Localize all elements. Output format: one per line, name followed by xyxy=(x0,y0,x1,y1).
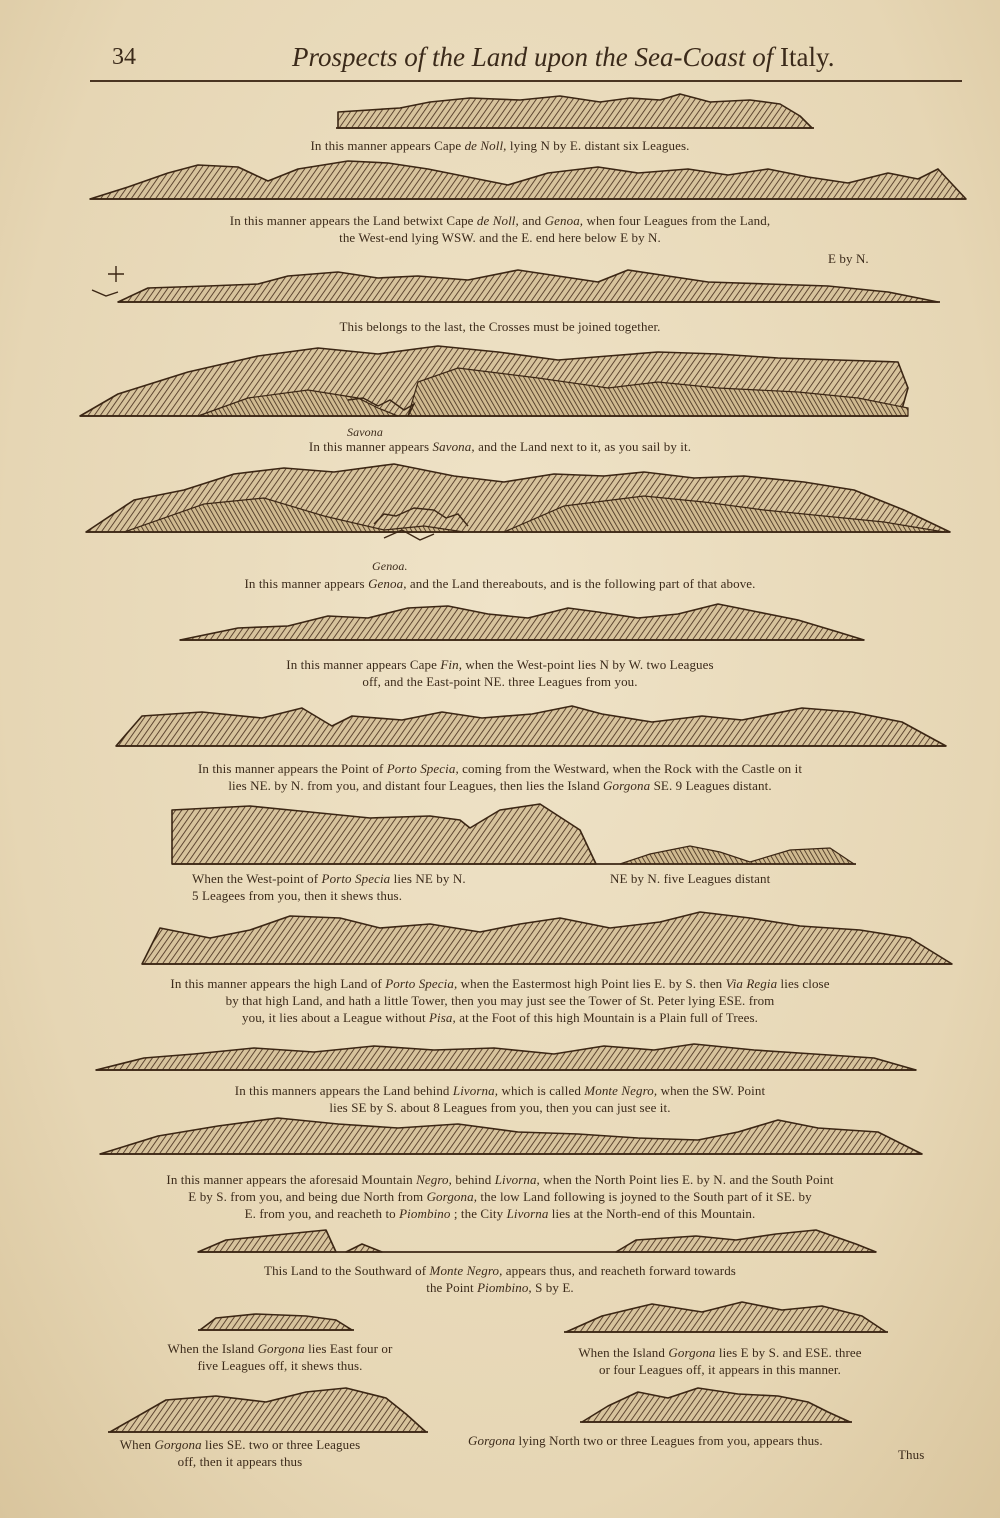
caption-gorgona-se xyxy=(80,1436,400,1470)
caption-text: lies close xyxy=(777,976,830,991)
caption-place: Genoa, xyxy=(368,576,407,591)
caption-text: when four Leagues from the Land, xyxy=(583,213,771,228)
caption-place: Gorgona xyxy=(468,1433,516,1448)
caption-line: five Leagues off, it shews thus. xyxy=(197,1358,363,1373)
caption-genoa xyxy=(150,575,850,592)
coast-profile-gorgona-east xyxy=(196,1310,356,1334)
caption-continuation: This belongs to the last, the Crosses must be joined together. xyxy=(339,319,661,334)
caption-noll-to-genoa xyxy=(100,212,900,246)
caption-cape-fin xyxy=(150,656,850,690)
coast-profile-cape-de-noll xyxy=(330,88,820,133)
coast-profile-west-point xyxy=(170,800,860,868)
caption-text: When xyxy=(119,1437,155,1452)
caption-text: the Point xyxy=(426,1280,478,1295)
caption-text: and xyxy=(518,213,545,228)
caption-line: off, then it appears thus xyxy=(177,1454,303,1469)
coast-profile-cape-fin xyxy=(178,598,866,644)
caption-west-point-right: NE by N. five Leagues distant xyxy=(610,871,771,886)
caption-text: lying North two or three Leagues from you, appears thus. xyxy=(515,1433,823,1448)
label-genoa: Genoa. xyxy=(372,559,408,573)
caption-text: E. from you, and reacheth to xyxy=(244,1206,400,1221)
caption-text: you, it lies about a League without xyxy=(242,1010,430,1025)
caption-text: at the Foot of this high Mountain is a Plain full of Trees. xyxy=(455,1010,758,1025)
caption-line: lies SE by S. about 8 Leagues from you, then you can just see it. xyxy=(329,1100,671,1115)
coast-profile-gorgona-ese xyxy=(562,1296,890,1336)
ship-icon xyxy=(92,290,118,296)
caption-gorgona-ese xyxy=(520,1344,920,1378)
caption-place: Gorgona, xyxy=(426,1189,478,1204)
header-rule xyxy=(90,80,962,82)
caption-place: Livorna, xyxy=(452,1083,499,1098)
caption-gorgona-east xyxy=(120,1340,440,1374)
caption-text: coming from the Westward, when the Rock with the Castle on it xyxy=(458,761,803,776)
caption-line: the West-end lying WSW. and the E. end here below E by N. xyxy=(339,230,661,245)
coast-profile-southward xyxy=(196,1224,880,1256)
caption-place: Via Regia xyxy=(725,976,778,991)
caption-text: In this manner appears xyxy=(308,439,433,454)
caption-place: Piombino, xyxy=(477,1280,532,1295)
direction-label: E by N. xyxy=(828,251,869,266)
caption-text: lies NE. by N. from you, and distant four Leagues, then lies the Island xyxy=(228,778,604,793)
caption-place: Porto Specia, xyxy=(385,976,458,991)
caption-text: which is called xyxy=(498,1083,585,1098)
caption-mountain-negro xyxy=(100,1171,900,1222)
caption-savona xyxy=(150,438,850,455)
caption-text: lies E by S. and ESE. three xyxy=(715,1345,862,1360)
caption-place: Fin, xyxy=(440,657,463,672)
caption-cape-de-noll xyxy=(150,137,850,154)
caption-text: In this manner appears Cape xyxy=(310,138,465,153)
caption-place: Savona, xyxy=(432,439,475,454)
caption-line: by that high Land, and hath a little Tower, then you may just see the Tower of St. Peter lying ESE. from xyxy=(225,993,775,1008)
coast-profile-mountain-negro xyxy=(98,1110,926,1162)
caption-place: Porto Specia, xyxy=(386,761,459,776)
caption-place: Gorgona xyxy=(154,1437,202,1452)
caption-place: Monte Negro, xyxy=(429,1263,503,1278)
coast-profile-monte-negro xyxy=(94,1036,920,1076)
caption-west-point-left xyxy=(192,870,466,904)
page-header xyxy=(0,38,1000,78)
coast-profile-savona xyxy=(78,342,918,422)
coast-profile-gorgona-north xyxy=(578,1382,854,1426)
coast-profile-gorgona-se xyxy=(106,1384,430,1436)
page-title xyxy=(292,42,834,73)
caption-place: Porto Specia xyxy=(321,871,391,886)
caption-text: In this manner appears the aforesaid Mountain xyxy=(166,1172,417,1187)
caption-text: lying N by E. distant six Leagues. xyxy=(506,138,690,153)
caption-place: Gorgona xyxy=(257,1341,305,1356)
cross-mark-icon xyxy=(108,266,124,282)
caption-text: In this manner appears the high Land of xyxy=(170,976,386,991)
caption-text: the low Land following is joyned to the South part of it SE. by xyxy=(477,1189,812,1204)
caption-text: and the Land thereabouts, and is the following part of that above. xyxy=(406,576,756,591)
caption-text: In this manner appears xyxy=(244,576,369,591)
caption-text: and the Land next to it, as you sail by it. xyxy=(474,439,692,454)
caption-text: SE. 9 Leagues distant. xyxy=(650,778,772,793)
title-italic: Prospects of the Land upon the Sea-Coast of xyxy=(292,42,774,72)
caption-line: off, and the East-point NE. three Leagues from you. xyxy=(362,674,638,689)
caption-place: Monte Negro, xyxy=(584,1083,658,1098)
caption-text: In this manner appears the Point of xyxy=(197,761,387,776)
caption-text: lies East four or xyxy=(304,1341,393,1356)
caption-place: Gorgona xyxy=(668,1345,716,1360)
caption-text: ; the City xyxy=(450,1206,507,1221)
caption-text: lies NE by N. xyxy=(390,871,466,886)
catchword: Thus xyxy=(898,1447,925,1462)
caption-text: When the Island xyxy=(578,1345,669,1360)
caption-text: when the West-point lies N by W. two Leagues xyxy=(462,657,714,672)
caption-text: appears thus, and reacheth forward towards xyxy=(502,1263,736,1278)
caption-text: When the Island xyxy=(167,1341,258,1356)
caption-text: when the North Point lies E. by N. and the South Point xyxy=(539,1172,834,1187)
caption-text: In this manner appears Cape xyxy=(286,657,441,672)
caption-place: Livorna xyxy=(506,1206,549,1221)
caption-text: This Land to the Southward of xyxy=(264,1263,430,1278)
caption-place: de Noll, xyxy=(476,213,519,228)
caption-text: when the Eastermost high Point lies E. by S. then xyxy=(457,976,726,991)
caption-text: In this manner appears the Land betwixt Cape xyxy=(229,213,477,228)
caption-high-land xyxy=(100,975,900,1026)
caption-place: Negro, xyxy=(416,1172,452,1187)
caption-text: E by S. from you, and being due North from xyxy=(188,1189,427,1204)
coast-profile-genoa xyxy=(84,460,954,556)
caption-southward xyxy=(150,1262,850,1296)
caption-text: When the West-point of xyxy=(192,871,322,886)
label-savona: Savona xyxy=(347,425,383,439)
coast-profile-high-land xyxy=(140,908,956,968)
caption-text: behind xyxy=(452,1172,495,1187)
caption-text: lies at the North-end of this Mountain. xyxy=(548,1206,756,1221)
coast-profile-porto-specia xyxy=(112,702,950,750)
caption-place: Gorgona xyxy=(603,778,651,793)
coast-profile-continuation xyxy=(88,262,948,310)
caption-text: when the SW. Point xyxy=(657,1083,766,1098)
caption-place: Piombino xyxy=(399,1206,451,1221)
caption-line: or four Leagues off, it appears in this manner. xyxy=(598,1362,841,1377)
title-plain: Italy. xyxy=(779,42,835,72)
page-number: 34 xyxy=(112,44,136,70)
caption-place: de Noll, xyxy=(464,138,507,153)
coast-profile-noll-to-genoa xyxy=(88,155,968,205)
caption-text: lies SE. two or three Leagues xyxy=(201,1437,361,1452)
caption-gorgona-north xyxy=(468,1432,823,1449)
caption-text: S by E. xyxy=(531,1280,574,1295)
caption-line: 5 Leagees from you, then it shews thus. xyxy=(192,888,403,903)
caption-text: In this manners appears the Land behind xyxy=(234,1083,453,1098)
caption-place: Genoa, xyxy=(544,213,584,228)
caption-porto-specia xyxy=(100,760,900,794)
caption-place: Livorna, xyxy=(494,1172,540,1187)
caption-place: Pisa, xyxy=(429,1010,456,1025)
